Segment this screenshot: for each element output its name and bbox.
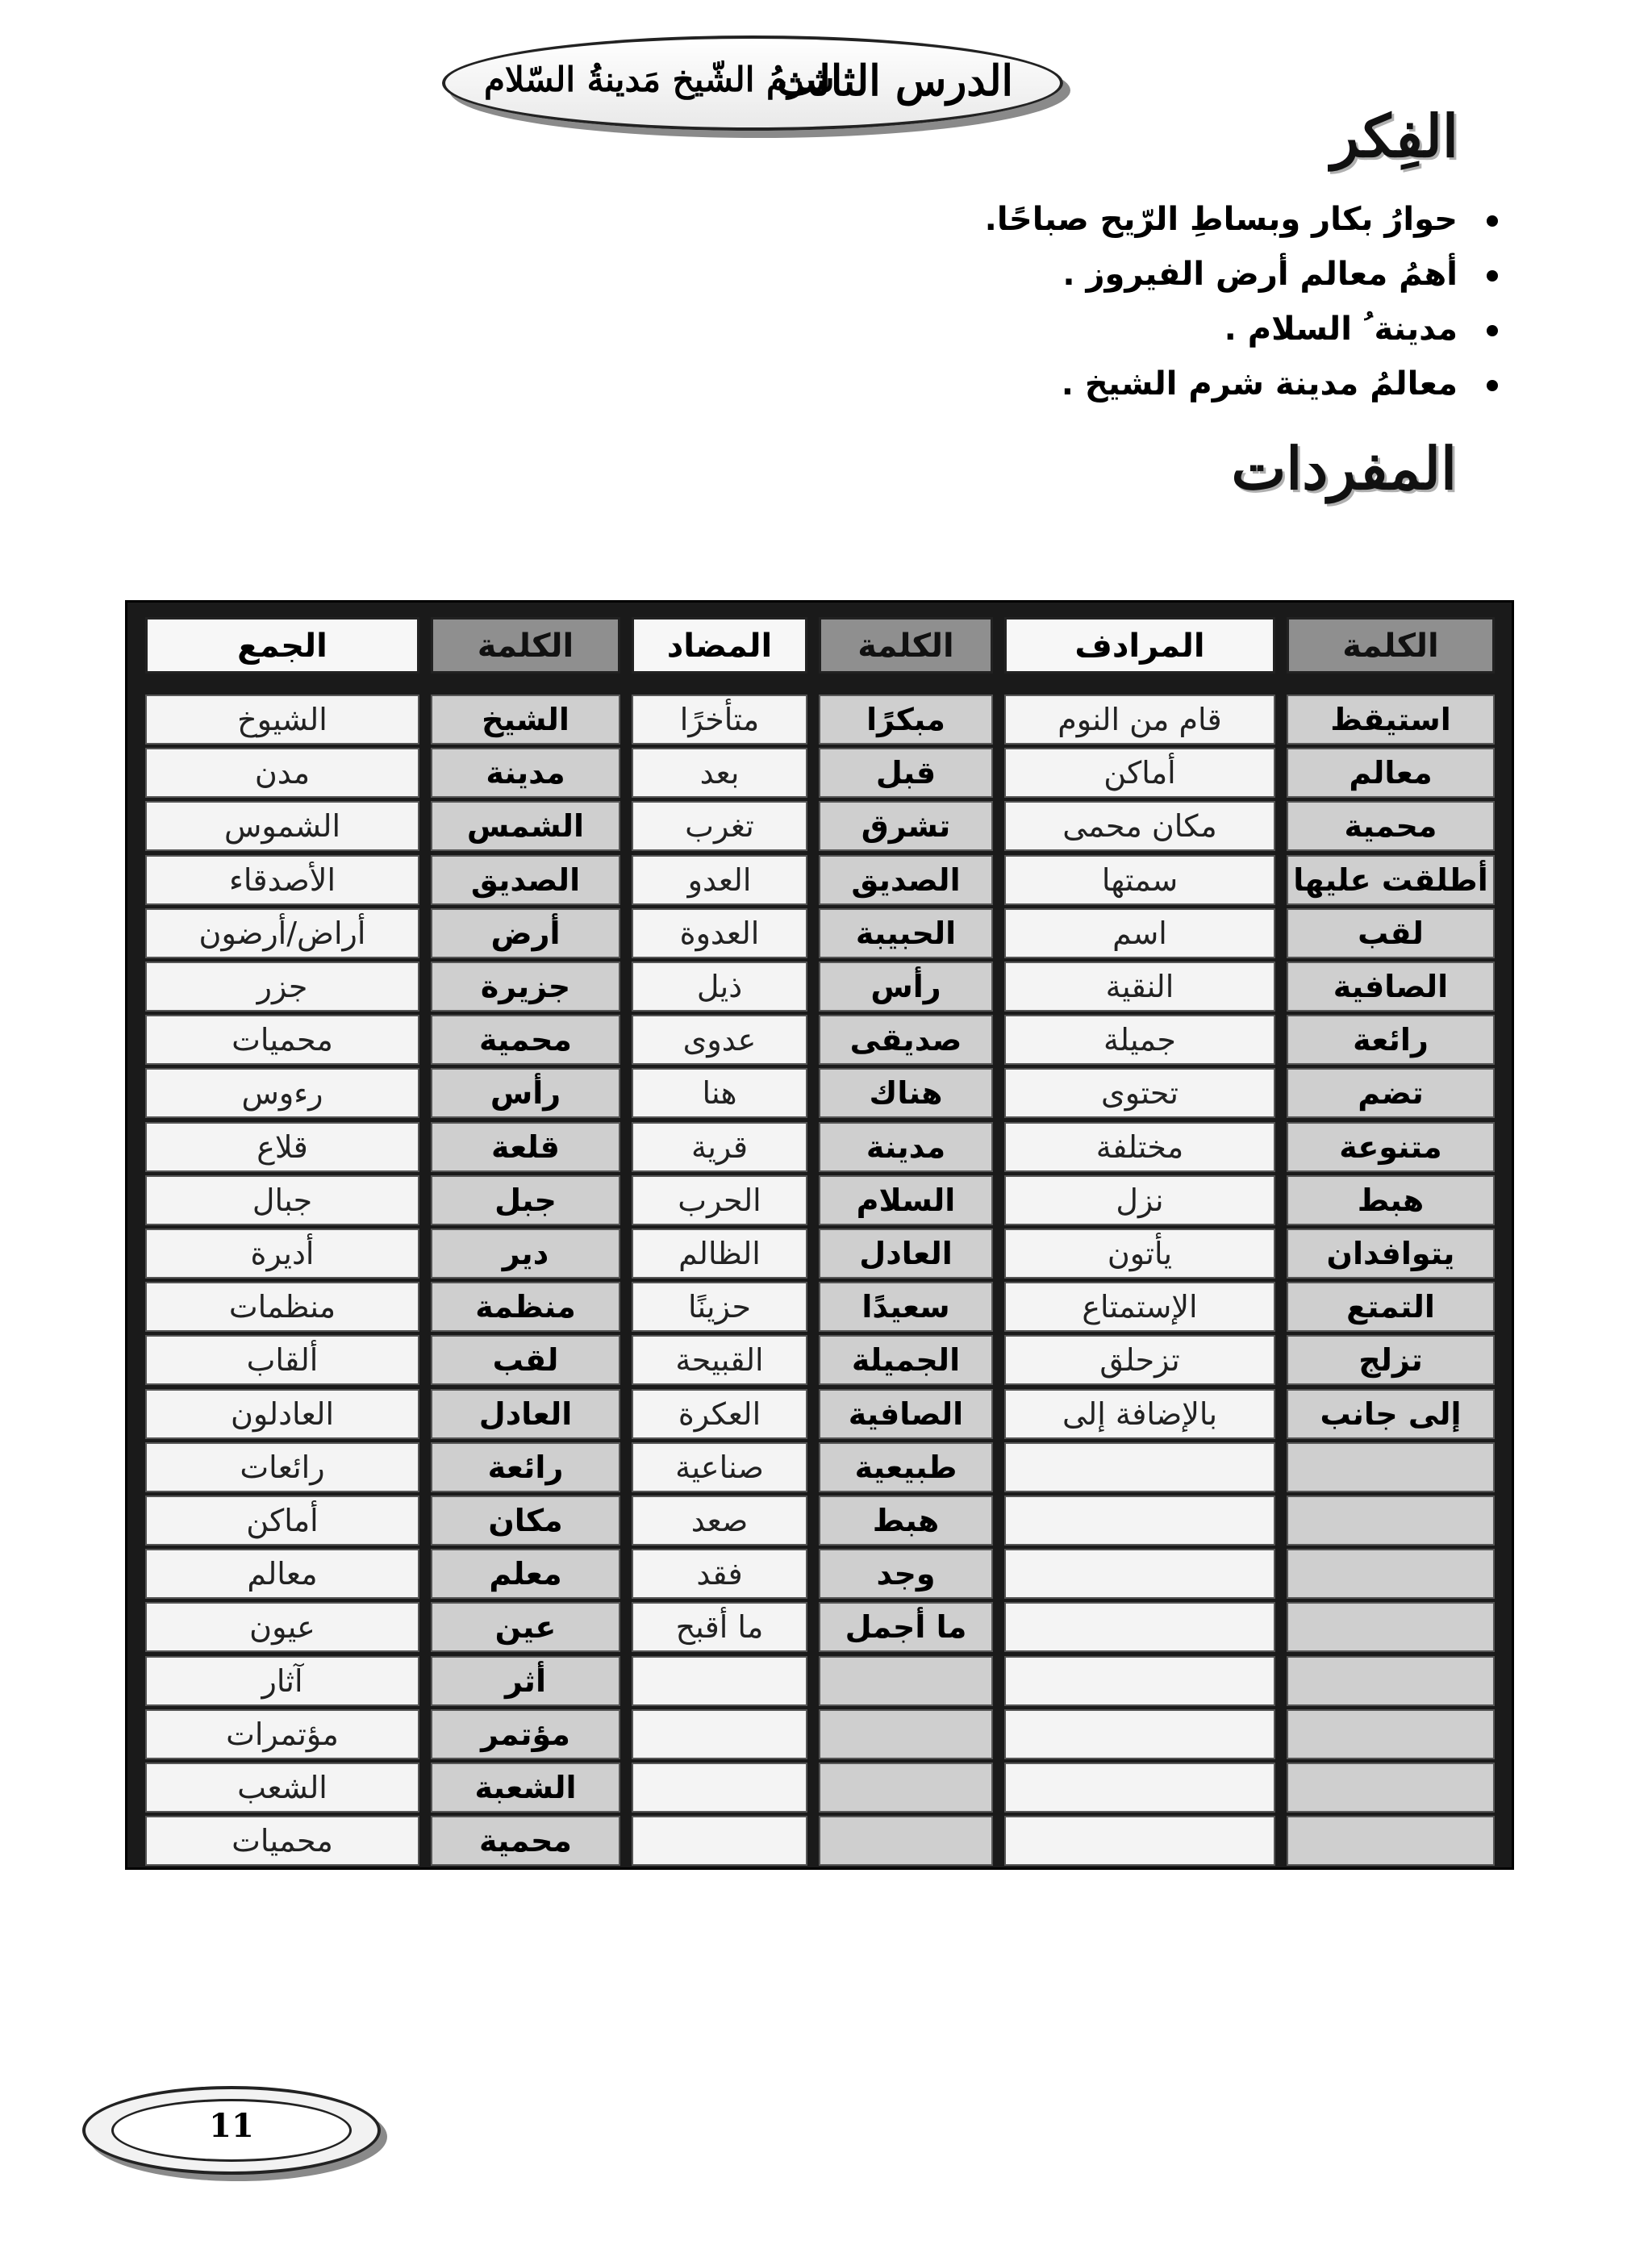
- plural-word-cell: الشعبة: [431, 1763, 620, 1813]
- vocabulary-table: [125, 600, 1514, 1870]
- antonym-meaning-cell: ذيل: [632, 962, 807, 1012]
- antonym-meaning-cell: [632, 1709, 807, 1759]
- page-number: 11: [209, 2107, 254, 2145]
- antonym-meaning-cell: العدوة: [632, 908, 807, 958]
- antonym-word-cell: [819, 1763, 993, 1813]
- antonym-word-cell: هبط: [819, 1496, 993, 1546]
- plural-form-cell: رائعات: [145, 1442, 419, 1492]
- synonym-word-cell: معالم: [1287, 748, 1495, 798]
- antonym-word-cell: رأس: [819, 962, 993, 1012]
- plural-form-cell: آثار: [145, 1656, 419, 1706]
- plural-form-cell: رءوس: [145, 1068, 419, 1118]
- synonym-meaning-cell: الإستمتاع: [1004, 1282, 1275, 1332]
- plural-word-cell: العادل: [431, 1389, 620, 1439]
- plural-word-cell: مكان: [431, 1496, 620, 1546]
- antonym-word-cell: وجد: [819, 1549, 993, 1599]
- synonym-word-cell: هبط: [1287, 1175, 1495, 1225]
- synonym-word-cell: لقب: [1287, 908, 1495, 958]
- synonym-meaning-cell: [1004, 1496, 1275, 1546]
- plural-word-cell: أرض: [431, 908, 620, 958]
- plural-word-cell: مدينة: [431, 748, 620, 798]
- plural-form-header: الجمع: [145, 617, 419, 674]
- synonym-meaning-cell: [1004, 1656, 1275, 1706]
- synonym-meaning-cell: تحتوى: [1004, 1068, 1275, 1118]
- antonym-word-cell: سعيدًا: [819, 1282, 993, 1332]
- plural-form-cell: أراض/أرضون: [145, 908, 419, 958]
- plural-word-cell: دير: [431, 1229, 620, 1279]
- lesson-label: الدرس الثالث: [776, 56, 1013, 106]
- plural-form-cell: منظمات: [145, 1282, 419, 1332]
- antonym-word-cell: قبل: [819, 748, 993, 798]
- synonym-word-cell: [1287, 1549, 1495, 1599]
- plural-form-cell: جبال: [145, 1175, 419, 1225]
- antonym-meaning-cell: العكرة: [632, 1389, 807, 1439]
- plural-form-cell: العادلون: [145, 1389, 419, 1439]
- antonym-meaning-column: [632, 603, 807, 1867]
- antonym-meaning-cell: فقد: [632, 1549, 807, 1599]
- idea-item: مدينة ُ السلام .: [777, 302, 1503, 357]
- idea-item: معالمُ مدينة شرم الشيخ .: [777, 357, 1503, 411]
- antonym-word-cell: مدينة: [819, 1122, 993, 1172]
- synonym-meaning-cell: [1004, 1763, 1275, 1813]
- synonym-word-cell: استيقظ: [1287, 695, 1495, 745]
- synonym-meaning-cell: [1004, 1442, 1275, 1492]
- synonym-meaning-cell: جميلة: [1004, 1015, 1275, 1065]
- plural-form-cell: عيون: [145, 1602, 419, 1652]
- plural-word-cell: جبل: [431, 1175, 620, 1225]
- plural-form-cell: جزر: [145, 962, 419, 1012]
- plural-word-cell: الشمس: [431, 801, 620, 851]
- synonym-meaning-cell: تزحلق: [1004, 1335, 1275, 1385]
- synonym-meaning-cell: يأتون: [1004, 1229, 1275, 1279]
- vocabulary-heading: المفردات: [1231, 434, 1457, 503]
- plural-form-cell: مؤتمرات: [145, 1709, 419, 1759]
- antonym-meaning-cell: حزينًا: [632, 1282, 807, 1332]
- antonym-word-cell: طبيعية: [819, 1442, 993, 1492]
- synonym-word-cell: يتوافدان: [1287, 1229, 1495, 1279]
- synonym-meaning-cell: [1004, 1709, 1275, 1759]
- synonym-word-cell: رائعة: [1287, 1015, 1495, 1065]
- synonym-word-cell: [1287, 1442, 1495, 1492]
- antonym-word-cell: الجميلة: [819, 1335, 993, 1385]
- plural-word-cell: قلعة: [431, 1122, 620, 1172]
- plural-word-cell: الشيخ: [431, 695, 620, 745]
- plural-form-cell: قلاع: [145, 1122, 419, 1172]
- synonym-word-cell: [1287, 1496, 1495, 1546]
- plural-form-cell: أديرة: [145, 1229, 419, 1279]
- antonym-word-cell: الصافية: [819, 1389, 993, 1439]
- plural-form-cell: أماكن: [145, 1496, 419, 1546]
- antonym-meaning-cell: [632, 1656, 807, 1706]
- antonym-word-header: الكلمة: [819, 617, 993, 674]
- plural-form-cell: معالم: [145, 1549, 419, 1599]
- plural-word-cell: مؤتمر: [431, 1709, 620, 1759]
- lesson-title-banner: [442, 35, 1063, 131]
- page-number-badge: [82, 2086, 381, 2175]
- plural-form-cell: محميات: [145, 1816, 419, 1866]
- antonym-word-cell: تشرق: [819, 801, 993, 851]
- plural-word-cell: عين: [431, 1602, 620, 1652]
- synonym-meaning-column: [1004, 603, 1275, 1867]
- synonym-word-cell: تزلج: [1287, 1335, 1495, 1385]
- synonym-meaning-cell: [1004, 1816, 1275, 1866]
- antonym-meaning-cell: بعد: [632, 748, 807, 798]
- synonym-meaning-cell: أماكن: [1004, 748, 1275, 798]
- plural-form-cell: مدن: [145, 748, 419, 798]
- plural-word-cell: أثر: [431, 1656, 620, 1706]
- antonym-word-cell: العادل: [819, 1229, 993, 1279]
- synonym-word-column: [1287, 603, 1495, 1867]
- antonym-word-cell: الصديق: [819, 855, 993, 905]
- synonym-meaning-cell: مكان محمى: [1004, 801, 1275, 851]
- ideas-list: [777, 192, 1503, 411]
- antonym-word-cell: [819, 1656, 993, 1706]
- synonym-word-cell: [1287, 1816, 1495, 1866]
- antonym-meaning-cell: متأخرًا: [632, 695, 807, 745]
- antonym-word-cell: الحبيبة: [819, 908, 993, 958]
- synonym-word-cell: محمية: [1287, 801, 1495, 851]
- synonym-word-cell: الصافية: [1287, 962, 1495, 1012]
- synonym-word-cell: متنوعة: [1287, 1122, 1495, 1172]
- plural-form-cell: الشيوخ: [145, 695, 419, 745]
- synonym-meaning-cell: [1004, 1602, 1275, 1652]
- plural-form-cell: الشعب: [145, 1763, 419, 1813]
- antonym-meaning-cell: ما أقبح: [632, 1602, 807, 1652]
- plural-word-cell: معلم: [431, 1549, 620, 1599]
- plural-word-cell: رأس: [431, 1068, 620, 1118]
- plural-word-cell: لقب: [431, 1335, 620, 1385]
- antonym-meaning-cell: هنا: [632, 1068, 807, 1118]
- plural-form-cell: محميات: [145, 1015, 419, 1065]
- antonym-meaning-cell: [632, 1763, 807, 1813]
- idea-item: حوارُ بكار وبساطِ الرّيح صباحًا.: [777, 192, 1503, 247]
- synonym-meaning-cell: بالإضافة إلى: [1004, 1389, 1275, 1439]
- plural-word-cell: محمية: [431, 1816, 620, 1866]
- synonym-word-cell: [1287, 1709, 1495, 1759]
- plural-form-column: [145, 603, 419, 1867]
- synonym-word-cell: [1287, 1763, 1495, 1813]
- antonym-word-cell: هناك: [819, 1068, 993, 1118]
- synonym-word-cell: تضم: [1287, 1068, 1495, 1118]
- synonym-word-header: الكلمة: [1287, 617, 1495, 674]
- antonym-word-cell: ما أجمل: [819, 1602, 993, 1652]
- synonym-word-cell: التمتع: [1287, 1282, 1495, 1332]
- plural-form-cell: ألقاب: [145, 1335, 419, 1385]
- synonym-meaning-cell: النقية: [1004, 962, 1275, 1012]
- antonym-word-cell: [819, 1816, 993, 1866]
- synonym-meaning-cell: اسم: [1004, 908, 1275, 958]
- antonym-meaning-cell: القبيحة: [632, 1335, 807, 1385]
- antonym-meaning-cell: قرية: [632, 1122, 807, 1172]
- antonym-word-cell: السلام: [819, 1175, 993, 1225]
- antonym-word-cell: صديقى: [819, 1015, 993, 1065]
- antonym-meaning-cell: صعد: [632, 1496, 807, 1546]
- antonym-meaning-cell: تغرب: [632, 801, 807, 851]
- antonym-word-cell: مبكرًا: [819, 695, 993, 745]
- antonym-word-column: [819, 603, 993, 1867]
- synonym-word-cell: أطلقت عليها: [1287, 855, 1495, 905]
- synonym-word-cell: إلى جانب: [1287, 1389, 1495, 1439]
- antonym-meaning-cell: الحرب: [632, 1175, 807, 1225]
- synonym-meaning-cell: [1004, 1549, 1275, 1599]
- antonym-meaning-cell: عدوى: [632, 1015, 807, 1065]
- antonym-meaning-cell: [632, 1816, 807, 1866]
- lesson-topic: شرمُ الشّيخ مَدينةُ السّلام: [484, 60, 835, 99]
- synonym-word-cell: [1287, 1602, 1495, 1652]
- synonym-meaning-cell: مختلفة: [1004, 1122, 1275, 1172]
- plural-word-cell: رائعة: [431, 1442, 620, 1492]
- plural-form-cell: الأصدقاء: [145, 855, 419, 905]
- plural-word-cell: جزيرة: [431, 962, 620, 1012]
- plural-word-cell: الصديق: [431, 855, 620, 905]
- synonym-meaning-header: المرادف: [1004, 617, 1275, 674]
- idea-item: أهمُ معالم أرض الفيروز .: [777, 247, 1503, 302]
- synonym-word-cell: [1287, 1656, 1495, 1706]
- plural-word-column: [431, 603, 620, 1867]
- antonym-meaning-cell: الظالم: [632, 1229, 807, 1279]
- plural-form-cell: الشموس: [145, 801, 419, 851]
- synonym-meaning-cell: قام من النوم: [1004, 695, 1275, 745]
- plural-word-cell: منظمة: [431, 1282, 620, 1332]
- synonym-meaning-cell: سمتها: [1004, 855, 1275, 905]
- plural-word-cell: محمية: [431, 1015, 620, 1065]
- antonym-meaning-cell: صناعية: [632, 1442, 807, 1492]
- plural-word-header: الكلمة: [431, 617, 620, 674]
- synonym-meaning-cell: نزل: [1004, 1175, 1275, 1225]
- antonym-word-cell: [819, 1709, 993, 1759]
- antonym-meaning-cell: العدو: [632, 855, 807, 905]
- antonym-meaning-header: المضاد: [632, 617, 807, 674]
- ideas-heading: الفِكر: [1331, 102, 1458, 170]
